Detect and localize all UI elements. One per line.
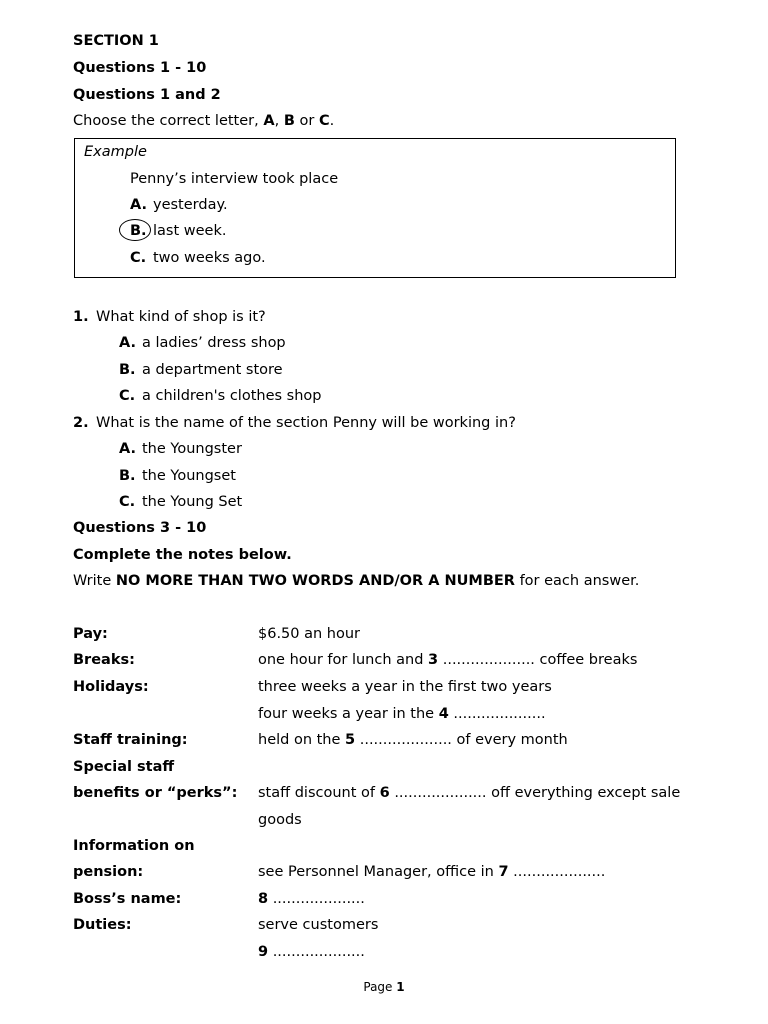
gap-number: 8 [258,891,269,907]
question-2-option-c [119,492,242,512]
question-number: 1. [73,309,89,325]
option-text: two weeks ago. [153,250,266,266]
complete-notes-heading: Complete the notes below. [73,547,292,563]
option-letter: B. [130,223,147,239]
notes-label-info-1: Information on [73,838,195,854]
note-text: held on the [258,732,346,748]
example-box [74,138,676,278]
notes-label-training: Staff training: [73,732,188,748]
example-option [130,195,228,215]
instruction-text: for each answer. [514,573,640,589]
instruction-letter-b: B [283,113,295,129]
answer-gap: .................... [268,891,365,907]
notes-value-breaks [258,650,637,670]
notes-value-info [258,862,605,882]
notes-value-holidays-1: three weeks a year in the first two years [258,679,552,695]
answer-gap: .................... [448,706,546,722]
note-text: see Personnel Manager, office in [258,864,499,880]
notes-label-holidays: Holidays: [73,679,149,695]
note-text: four weeks a year in the [258,706,439,722]
gap-number: 6 [379,785,390,801]
option-letter: B. [119,468,136,484]
notes-value-pay: $6.50 an hour [258,626,361,642]
gap-number: 7 [498,864,509,880]
note-text: one hour for lunch and [258,652,429,668]
answer-gap: .................... [268,944,365,960]
gap-number: 5 [345,732,356,748]
instruction-text: Write [73,573,116,589]
option-text: last week. [153,223,227,239]
instruction-bold: NO MORE THAN TWO WORDS AND/OR A NUMBER [115,573,515,589]
question-1-option-a [119,333,286,353]
section-heading: SECTION 1 [73,33,159,49]
notes-value-duties-1: serve customers [258,917,379,933]
questions-sub-heading: Questions 1 and 2 [73,87,221,103]
option-letter: C. [130,250,147,266]
question-2 [73,413,516,433]
answer-gap: .................... [508,864,606,880]
page-label: Page [363,980,397,994]
answer-gap: .................... coffee breaks [438,652,638,668]
notes-value-training [258,730,568,750]
notes-value-special [258,783,680,803]
example-option [130,248,266,268]
notes-label-special-2: benefits or “perks”: [73,785,238,801]
option-text: yesterday. [153,197,228,213]
option-letter: A. [130,197,147,213]
example-label: Example [84,144,147,160]
gap-number: 3 [428,652,439,668]
instruction-end: . [329,113,335,129]
answer-gap: .................... of every month [355,732,568,748]
option-letter: C. [119,388,136,404]
question-2-option-a [119,439,242,459]
word-limit-instruction [73,571,639,591]
question-text: What is the name of the section Penny will be working in? [96,415,516,431]
question-1-option-c [119,386,321,406]
notes-value-holidays-2 [258,704,546,724]
example-stem: Penny’s interview took place [130,171,339,187]
gap-number: 9 [258,944,269,960]
option-letter: A. [119,335,136,351]
instruction-letter-c: C [318,113,330,129]
notes-label-info-2: pension: [73,864,144,880]
questions-range-heading: Questions 1 - 10 [73,60,207,76]
notes-label-duties: Duties: [73,917,132,933]
option-letter: C. [119,494,136,510]
notes-label-breaks: Breaks: [73,652,135,668]
instruction-line [73,111,334,131]
option-text: a ladies’ dress shop [142,335,286,351]
page-number: 1 [396,980,405,994]
notes-value-special-2: goods [258,812,302,828]
option-letter: B. [119,362,136,378]
instruction-text: Choose the correct letter, [73,113,264,129]
option-letter: A. [119,441,136,457]
note-text: staff discount of [258,785,380,801]
answer-circle-mark [119,219,151,241]
question-1-option-b [119,360,283,380]
notes-label-pay: Pay: [73,626,108,642]
gap-number: 4 [438,706,449,722]
instruction-sep: , [274,113,284,129]
question-number: 2. [73,415,89,431]
option-text: a department store [142,362,283,378]
page-footer [0,978,768,996]
option-text: the Youngset [142,468,236,484]
instruction-letter-a: A [263,113,275,129]
instruction-sep: or [294,113,319,129]
option-text: the Young Set [142,494,243,510]
option-text: the Youngster [142,441,242,457]
answer-gap: .................... off everything except sale [389,785,681,801]
notes-value-duties-2 [258,942,365,962]
question-2-option-b [119,466,236,486]
question-1 [73,307,266,327]
notes-value-boss [258,889,365,909]
question-text: What kind of shop is it? [96,309,266,325]
notes-label-special-1: Special staff [73,759,175,775]
questions-3-10-heading: Questions 3 - 10 [73,520,207,536]
option-text: a children's clothes shop [142,388,322,404]
notes-label-boss: Boss’s name: [73,891,182,907]
